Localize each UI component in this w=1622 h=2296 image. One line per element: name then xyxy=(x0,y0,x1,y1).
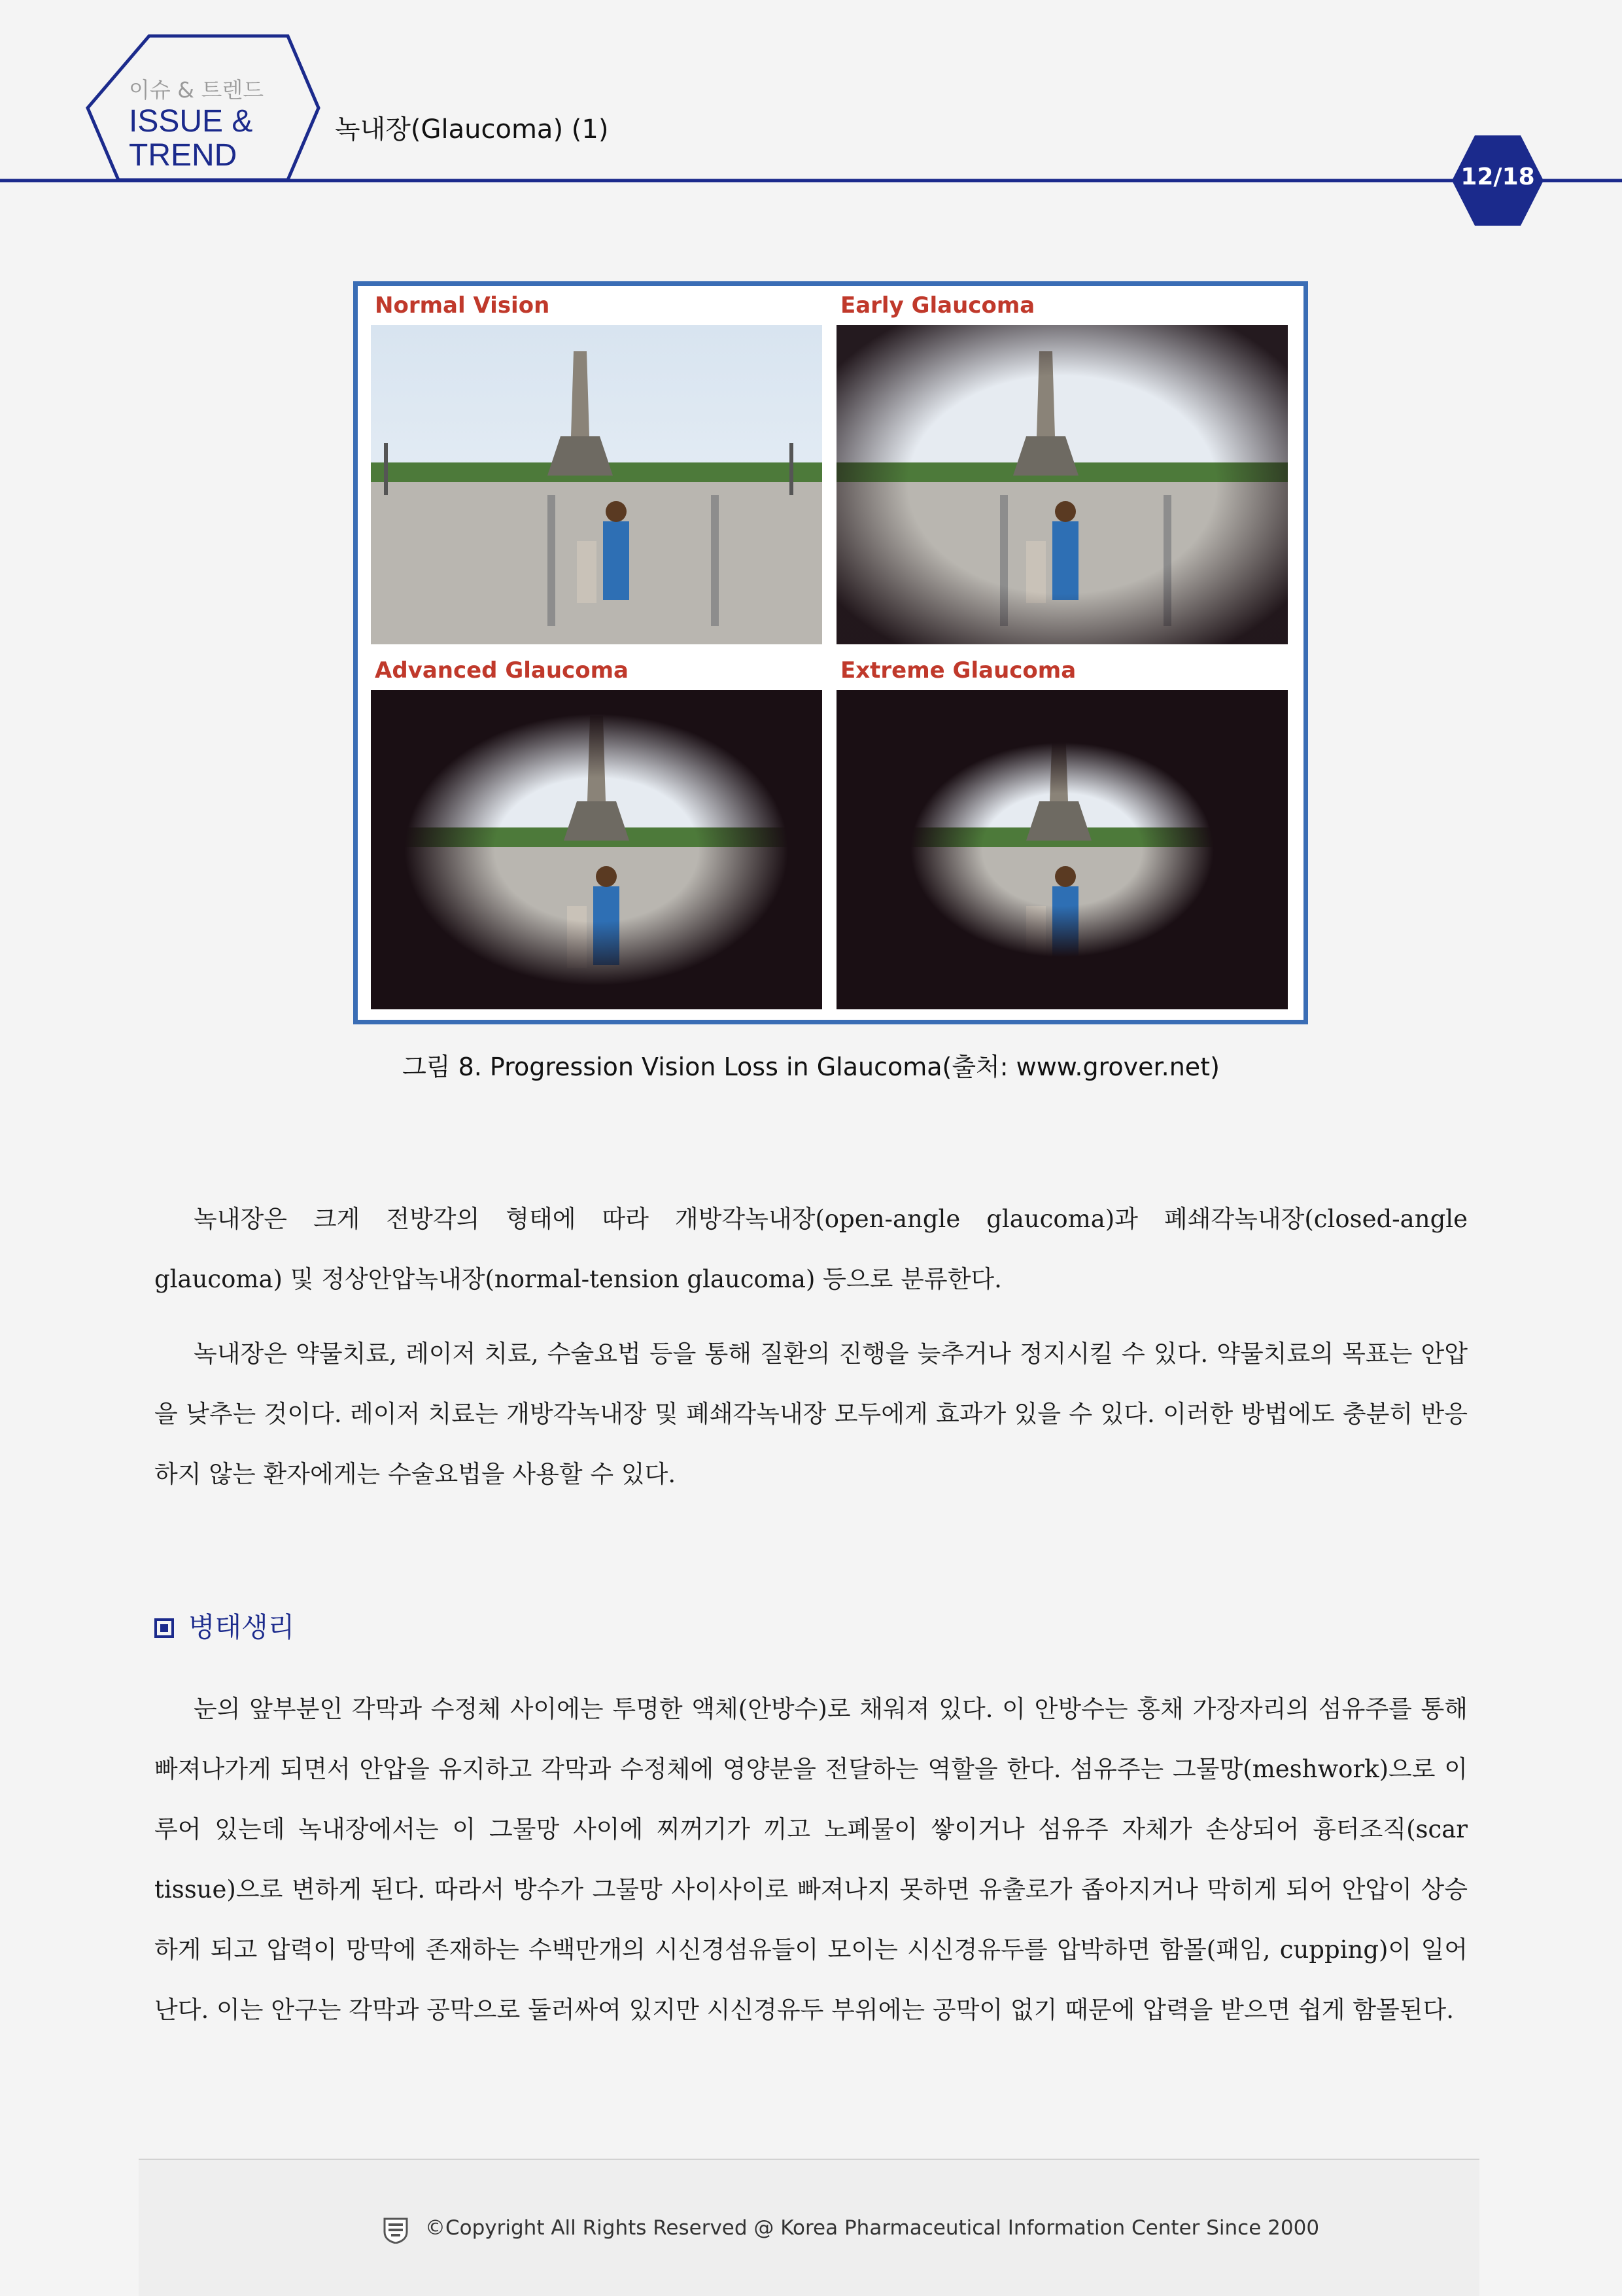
panel-extreme-glaucoma xyxy=(830,651,1288,1015)
panel-advanced-glaucoma xyxy=(364,651,822,1015)
scene-image xyxy=(371,690,822,1009)
panel-normal-vision xyxy=(364,286,822,650)
scene-image xyxy=(371,325,822,644)
figure-caption: 그림 8. Progression Vision Loss in Glaucoma(출처: www.grover.net) xyxy=(402,1052,1220,1081)
page-number: 12/18 xyxy=(1460,164,1535,190)
panel-early-glaucoma xyxy=(830,286,1288,650)
square-bullet-icon xyxy=(154,1618,174,1638)
issue-trend-badge: ISSUE & TREND xyxy=(129,104,253,173)
panel-label: Advanced Glaucoma xyxy=(375,657,629,684)
panel-label: Extreme Glaucoma xyxy=(840,657,1077,684)
kpic-logo-icon xyxy=(382,2216,409,2244)
document-title: 녹내장(Glaucoma) (1) xyxy=(335,114,609,145)
paragraph-text: 눈의 앞부분인 각막과 수정체 사이에는 투명한 액체(안방수)로 채워져 있다. 이 안방수는 홍채 가장자리의 섬유주를 통해 빠져나가게 되면서 안압을 유지하고 각막과 수정체에 영양분을 전달하는 역할을 한다. 섬유주는 그물망(meshwork)으로 이루어 있는데 녹내장에서는 이 그물망 사이에 찌꺼기가 끼고 노폐물이 쌓이거나 섬유주 자체가 손상되어 흉터조직(scar tissue)으로 변하게 된다. 따라서 방수가 그물망 사이사이로 빠져나지 못하면 유출로가 좁아지거나 막히게 되어 안압이 상승하게 되고 압력이 망막에 존재하는 수백만개의 시신경섬유들이 모이는 시신경유두를 압박하면 함몰(패임, cupping)이 일어난다. 이는 안구는 각막과 공막으로 둘러싸여 있지만 시신경유두 부위에는 공막이 없기 때문에 압력을 받으면 쉽게 함몰된다. xyxy=(154,1695,1468,2024)
scene-image xyxy=(837,325,1288,644)
issue-trend-badge-korean: 이슈 & 트렌드 xyxy=(129,77,264,103)
paragraph-pathophysiology xyxy=(154,1679,1468,2040)
page-footer xyxy=(139,2159,1479,2296)
section-heading-text: 병태생리 xyxy=(188,1611,295,1643)
paragraph-text: 녹내장은 약물치료, 레이저 치료, 수술요법 등을 통해 질환의 진행을 늦추거나 정지시킬 수 있다. 약물치료의 목표는 안압을 낮추는 것이다. 레이저 치료는 개방각녹내장 및 폐쇄각녹내장 모두에게 효과가 있을 수 있다. 이러한 방법에도 충분히 반응하지 않는 환자에게는 수술요법을 사용할 수 있다. xyxy=(154,1340,1468,1488)
paragraph-classification xyxy=(154,1189,1468,1310)
scene-image xyxy=(837,690,1288,1009)
section-heading xyxy=(154,1606,294,1645)
figure-glaucoma-progression xyxy=(353,281,1308,1024)
paragraph-text: 녹내장은 크게 전방각의 형태에 따라 개방각녹내장(open-angle glaucoma)과 폐쇄각녹내장(closed-angle glaucoma) 및 정상안압녹내장(normal-tension glaucoma) 등으로 분류한다. xyxy=(154,1205,1468,1293)
panel-label: Early Glaucoma xyxy=(840,292,1035,319)
page-header xyxy=(0,0,1622,235)
copyright-text: ©Copyright All Rights Reserved @ Korea Pharmaceutical Information Center Since 2000 xyxy=(425,2216,1320,2240)
paragraph-treatment xyxy=(154,1324,1468,1505)
panel-label: Normal Vision xyxy=(375,292,550,319)
